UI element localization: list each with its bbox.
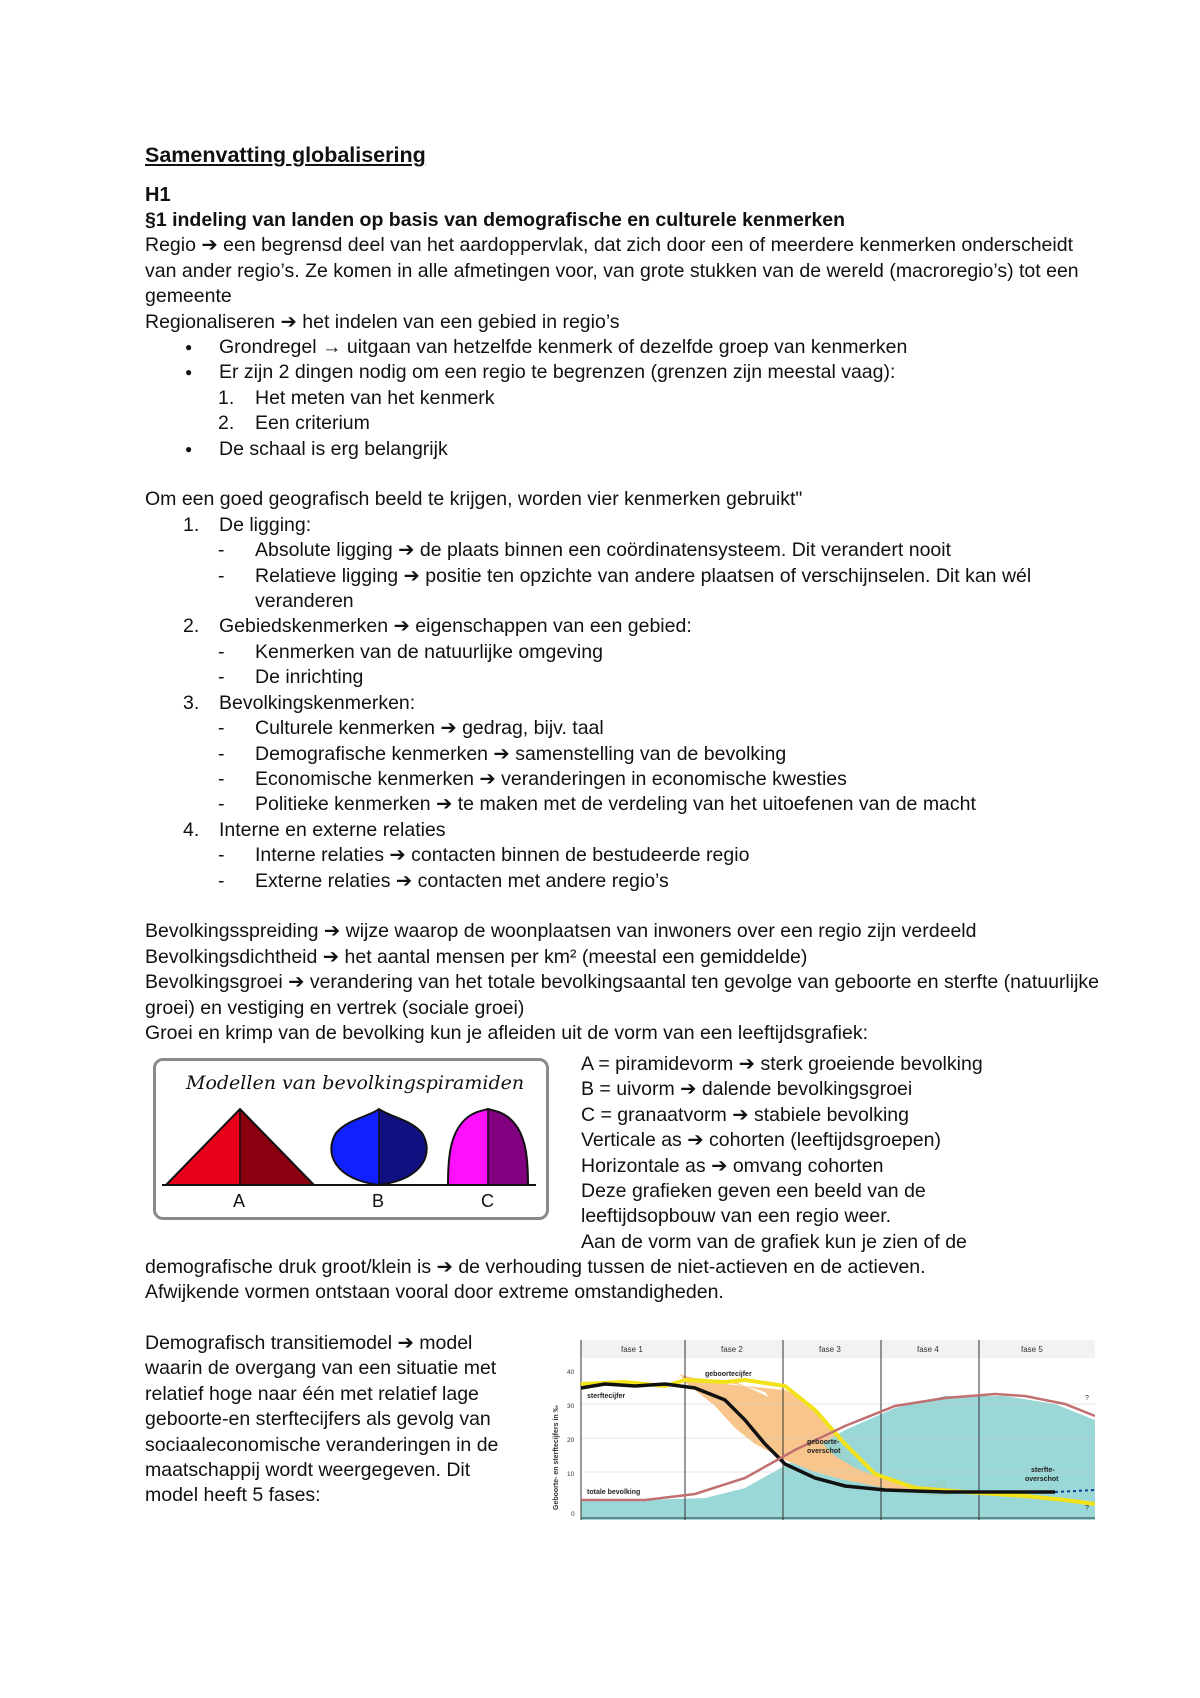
- pyramid-svg: [156, 1061, 546, 1217]
- phase-label: fase 2: [721, 1345, 743, 1354]
- pyramid-c-right: [488, 1109, 528, 1185]
- dash-item: - Externe relaties ➔ contacten met andere regio’s: [145, 869, 1105, 894]
- label-geboorteoverschot: overschot: [807, 1448, 841, 1455]
- phase-label: fase 4: [917, 1345, 939, 1354]
- item-number: 1.: [183, 513, 200, 536]
- document-title: Samenvatting globalisering: [145, 143, 426, 167]
- label-c: C: [481, 1191, 494, 1211]
- spreiding-definition: Bevolkingsspreiding ➔ wijze waarop de woonplaatsen van inwoners over een regio zijn verdeeld: [145, 920, 977, 943]
- item-number: 2.: [183, 615, 200, 638]
- y-tick: 0: [571, 1511, 575, 1518]
- vier-kenmerken-intro: Om een goed geografisch beeld te krijgen, worden vier kenmerken gebruikt": [145, 488, 803, 511]
- dtm-chart: [545, 1340, 1095, 1520]
- regionaliseren-definition: Regionaliseren ➔ het indelen van een gebied in regio’s: [145, 310, 620, 333]
- druk-line: demografische druk groot/klein is ➔ de verhouding tussen de niet-actieven en de actieven.: [145, 1256, 926, 1278]
- phase-label: fase 5: [1021, 1345, 1043, 1354]
- phase-label: fase 3: [819, 1345, 841, 1354]
- krimp-intro: Groei en krimp van de bevolking kun je afleiden uit de vorm van een leeftijdsgrafiek:: [145, 1021, 868, 1044]
- regio-definition: Regio ➔ een begrensd deel van het aardoppervlak, dat zich door een of meerdere kenmerken onderscheidt van ander regio’s. Ze komen in alle afmetingen voor, van grote stukken van de wereld (macroregio’s) tot een gemeente: [145, 234, 1079, 308]
- label-geboortecijfer: geboortecijfer: [705, 1371, 752, 1378]
- explanation-line: Deze grafieken geven een beeld van de leeftijdsopbouw van een regio weer.: [581, 1180, 926, 1228]
- explanation-line: Aan de vorm van de grafiek kun je zien of de: [581, 1230, 967, 1253]
- dtm-definition: Demografisch transitiemodel ➔ model waarin de overgang van een situatie met relatief hoge naar één met relatief lage geboorte-en sterftecijfers als gevolg van sociaaleconomische veranderingen in de maatschappij wordt weergegeven. Dit model heeft 5 fases:: [145, 1332, 499, 1507]
- bullet-item: ● De schaal is erg belangrijk: [145, 437, 1105, 462]
- label-sterfteoverschot: overschot: [1025, 1476, 1059, 1483]
- dash-item: - Interne relaties ➔ contacten binnen de bestudeerde regio: [145, 843, 1105, 868]
- groei-definition: Bevolkingsgroei ➔ verandering van het totale bevolkingsaantal ten gevolge van geboorte en sterfte (natuurlijke groei) en vestiging en vertrek (sociale groei): [145, 971, 1100, 1019]
- dichtheid-definition: Bevolkingsdichtheid ➔ het aantal mensen per km² (meestal een gemiddelde): [145, 945, 808, 968]
- pyramid-c-left: [448, 1109, 488, 1185]
- explanation-line: A = piramidevorm ➔ sterk groeiende bevolking: [581, 1053, 983, 1075]
- y-tick: 30: [567, 1403, 575, 1410]
- label-sterfteoverschot: sterfte-: [1031, 1467, 1055, 1474]
- kenmerk-item: [145, 614, 1105, 639]
- y-tick: 10: [567, 1471, 575, 1478]
- item-text: Gebiedskenmerken ➔ eigenschappen van een gebied:: [219, 615, 692, 638]
- label-question: ?: [1085, 1395, 1089, 1402]
- kenmerk-item: [145, 818, 1105, 843]
- item-number: 1.: [218, 386, 235, 409]
- phase-label: fase 1: [621, 1345, 643, 1354]
- kenmerk-item: [145, 691, 1105, 716]
- label-b: B: [372, 1191, 385, 1211]
- dash-item: - Culturele kenmerken ➔ gedrag, bijv. taal: [145, 716, 1105, 741]
- numbered-sub-item: [145, 386, 1105, 411]
- pyramid-models-figure: [153, 1058, 549, 1220]
- section-heading: §1 indeling van landen op basis van demografische en culturele kenmerken: [145, 209, 846, 231]
- kenmerk-item: [145, 513, 1105, 538]
- item-text: Interne en externe relaties: [219, 818, 446, 841]
- item-text: Het meten van het kenmerk: [255, 386, 495, 409]
- item-text: Een criterium: [255, 412, 370, 435]
- numbered-sub-item: [145, 411, 1105, 436]
- label-question: ?: [1085, 1505, 1089, 1512]
- demografische-druk-text: [145, 1255, 1105, 1306]
- item-text: Bevolkingskenmerken:: [219, 691, 416, 714]
- afwijkend-line: Afwijkende vormen ontstaan vooral door extreme omstandigheden.: [145, 1281, 724, 1304]
- explanation-line: Verticale as ➔ cohorten (leeftijdsgroepen): [581, 1129, 941, 1152]
- bullet-item: ● Er zijn 2 dingen nodig om een regio te begrenzen (grenzen zijn meestal vaag):: [145, 360, 1105, 385]
- item-number: 4.: [183, 818, 200, 841]
- y-tick: 40: [567, 1369, 575, 1376]
- explanation-line: B = uivorm ➔ dalende bevolkingsgroei: [581, 1078, 913, 1101]
- y-axis-label: Geboorte- en sterftecijfers in ‰: [553, 1405, 560, 1510]
- bullet-item: ● Grondregel → uitgaan van hetzelfde kenmerk of dezelfde groep van kenmerken: [145, 335, 1105, 360]
- label-geboorteoverschot: geboorte-: [807, 1439, 840, 1446]
- dash-item: - De inrichting: [145, 665, 1105, 690]
- dash-item: - Kenmerken van de natuurlijke omgeving: [145, 640, 1105, 665]
- item-number: 2.: [218, 412, 235, 435]
- pyramid-explanation: [581, 1052, 1101, 1255]
- dash-item: - Relatieve ligging ➔ positie ten opzichte van andere plaatsen of verschijnselen. Dit kan wél veranderen: [145, 564, 1105, 615]
- item-number: 3.: [183, 691, 200, 714]
- explanation-line: Horizontale as ➔ omvang cohorten: [581, 1154, 884, 1177]
- dash-item: - Demografische kenmerken ➔ samenstelling van de bevolking: [145, 742, 1105, 767]
- explanation-line: C = granaatvorm ➔ stabiele bevolking: [581, 1103, 909, 1126]
- label-sterftecijfer: sterftecijfer: [587, 1393, 626, 1400]
- label-a: A: [233, 1191, 246, 1211]
- dash-item: - Economische kenmerken ➔ veranderingen in economische kwesties: [145, 767, 1105, 792]
- dash-item: - Absolute ligging ➔ de plaats binnen een coördinatensysteem. Dit verandert nooit: [145, 538, 1105, 563]
- label-totale-bevolking: totale bevolking: [587, 1489, 641, 1496]
- document-body: [145, 140, 1105, 1046]
- y-tick: 20: [567, 1437, 575, 1444]
- item-text: De ligging:: [219, 513, 312, 536]
- chapter-heading: H1: [145, 184, 171, 206]
- figure-title: Modellen van bevolkingspiramiden: [186, 1072, 525, 1094]
- dash-item: - Politieke kenmerken ➔ te maken met de verdeling van het uitoefenen van de macht: [145, 792, 1105, 817]
